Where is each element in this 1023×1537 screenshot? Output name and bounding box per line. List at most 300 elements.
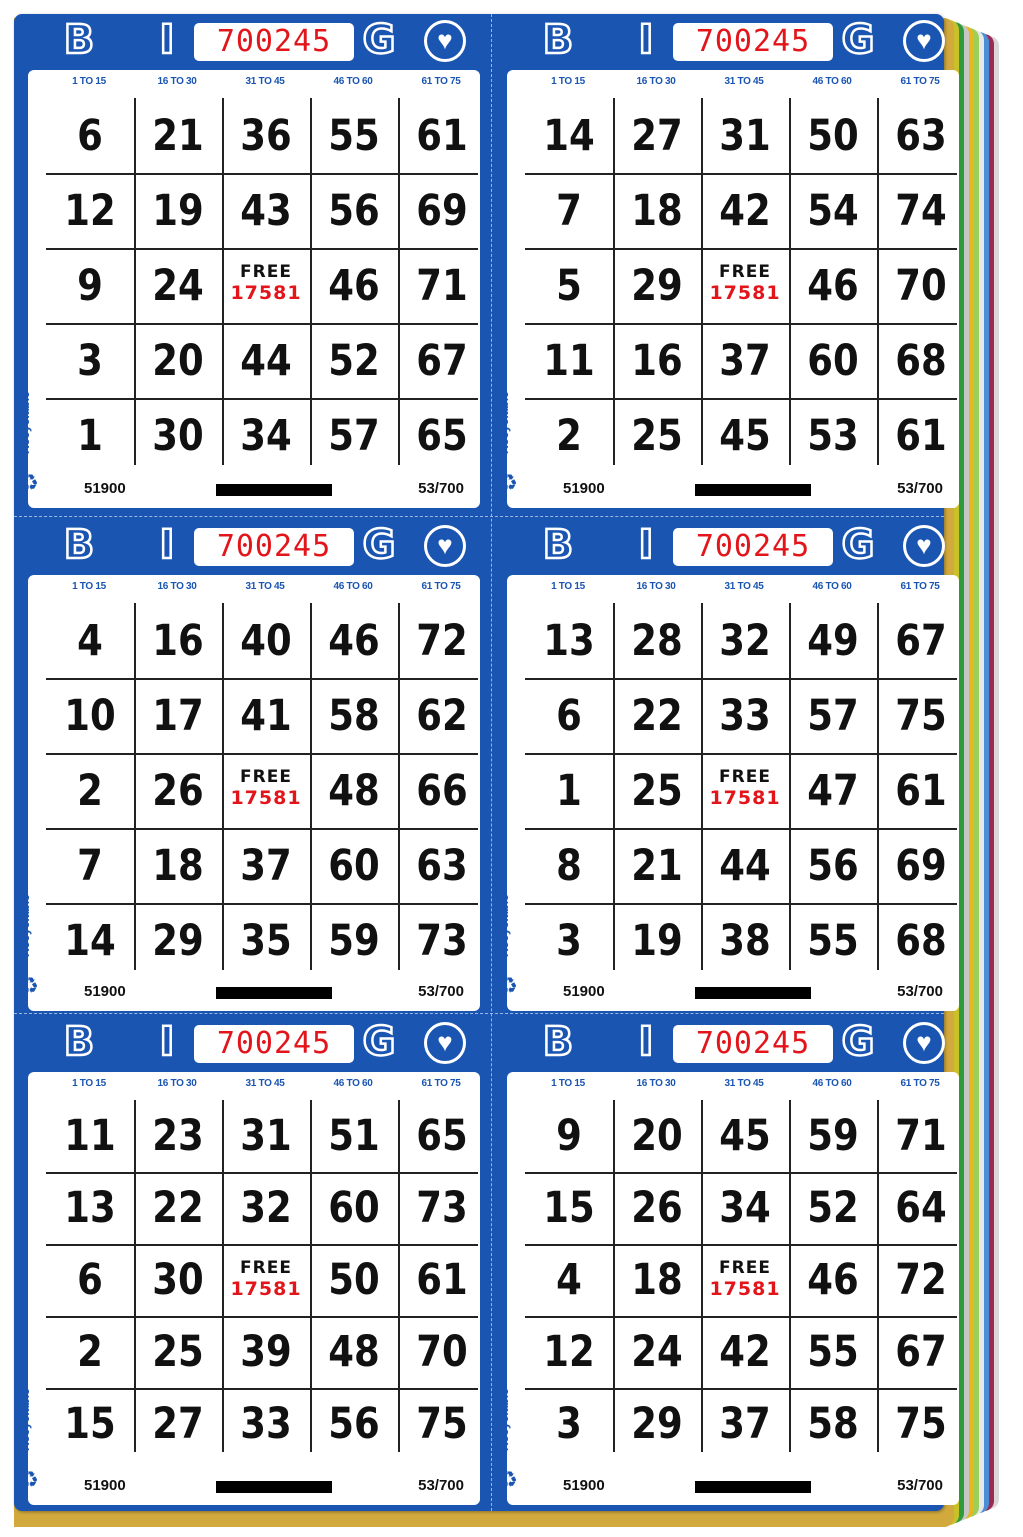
bingo-number-cell[interactable]: 3 <box>556 915 582 966</box>
bingo-number-cell[interactable]: 46 <box>807 260 859 311</box>
bingo-number-cell[interactable]: 56 <box>328 1399 380 1449</box>
bingo-number-cell[interactable]: 4 <box>77 615 103 666</box>
number-grid <box>46 1100 486 1460</box>
bingo-number-cell[interactable]: 22 <box>631 690 683 741</box>
free-label: FREE <box>719 262 771 282</box>
bingo-number-cell[interactable]: 52 <box>328 335 380 386</box>
bingo-number-cell[interactable]: 54 <box>807 185 859 236</box>
recycle-icon: ♻ <box>498 470 518 495</box>
free-number: 17581 <box>709 787 781 809</box>
bingo-number-cell[interactable]: 75 <box>895 1399 947 1449</box>
bingo-number-cell[interactable]: 58 <box>328 690 380 741</box>
bingo-number-cell[interactable]: 34 <box>240 410 292 461</box>
column-range-label: 61 TO 75 <box>421 1078 461 1089</box>
bingo-number-cell[interactable]: 52 <box>807 1183 859 1233</box>
recyclable-label: Recyclable <box>497 391 511 455</box>
bingo-number-cell[interactable]: 69 <box>416 185 468 236</box>
bingo-number-cell[interactable]: 57 <box>328 410 380 461</box>
header-letter-b: B <box>63 17 95 63</box>
card-count: 53/700 <box>897 480 943 497</box>
card-count: 53/700 <box>418 983 464 1000</box>
bingo-number-cell[interactable]: 35 <box>240 915 292 966</box>
card-header <box>14 14 480 66</box>
column-range-label: 46 TO 60 <box>333 76 373 87</box>
column-ranges <box>46 76 476 90</box>
header-letter-i: I <box>159 1019 175 1065</box>
column-ranges <box>525 76 955 90</box>
free-space[interactable] <box>701 767 789 809</box>
bingo-number-cell[interactable]: 63 <box>416 840 468 891</box>
column-range-label: 16 TO 30 <box>157 1078 197 1089</box>
bingo-number-cell[interactable]: 72 <box>895 1255 947 1305</box>
card-face <box>497 1072 959 1505</box>
column-range-label: 61 TO 75 <box>421 581 461 592</box>
bingo-number-cell[interactable]: 39 <box>240 1327 292 1377</box>
bingo-number-cell[interactable]: 56 <box>328 185 380 236</box>
column-range-label: 31 TO 45 <box>724 1078 764 1089</box>
card-id: 51900 <box>563 1477 605 1494</box>
heart-icon: ♥ <box>424 20 466 62</box>
bingo-number-cell[interactable]: 31 <box>719 110 771 161</box>
free-space[interactable] <box>701 262 789 304</box>
bingo-number-cell[interactable]: 37 <box>240 840 292 891</box>
bingo-number-cell[interactable]: 1 <box>556 765 582 816</box>
grid-line <box>398 603 400 970</box>
column-range-label: 61 TO 75 <box>900 581 940 592</box>
barcode-strip <box>695 1481 811 1493</box>
bingo-number-cell[interactable]: 8 <box>556 840 582 891</box>
column-ranges <box>525 581 955 595</box>
bingo-number-cell[interactable]: 50 <box>807 110 859 161</box>
bingo-number-cell[interactable]: 27 <box>152 1399 204 1449</box>
free-space[interactable] <box>222 262 310 304</box>
barcode-strip <box>216 484 332 496</box>
bingo-number-cell[interactable]: 59 <box>807 1111 859 1161</box>
column-range-label: 1 TO 15 <box>72 76 106 87</box>
bingo-number-cell[interactable]: 24 <box>631 1327 683 1377</box>
bingo-number-cell[interactable]: 18 <box>152 840 204 891</box>
bingo-number-cell[interactable]: 3 <box>77 335 103 386</box>
grid-line <box>310 1100 312 1452</box>
bingo-number-cell[interactable]: 29 <box>631 260 683 311</box>
recyclable-label: Recyclable <box>497 894 511 958</box>
card-face <box>497 70 959 508</box>
bingo-number-cell[interactable]: 38 <box>719 915 771 966</box>
card-count: 53/700 <box>897 1477 943 1494</box>
header-letter-i: I <box>159 522 175 568</box>
bingo-number-cell[interactable]: 61 <box>416 110 468 161</box>
column-range-label: 1 TO 15 <box>551 76 585 87</box>
header-letter-g: G <box>362 1019 396 1065</box>
bingo-number-cell[interactable]: 59 <box>328 915 380 966</box>
bingo-number-cell[interactable]: 29 <box>631 1399 683 1449</box>
grid-line <box>877 98 879 465</box>
bingo-number-cell[interactable]: 70 <box>416 1327 468 1377</box>
column-range-label: 31 TO 45 <box>245 581 285 592</box>
header-letter-i: I <box>638 1019 654 1065</box>
bingo-number-cell[interactable]: 46 <box>807 1255 859 1305</box>
serial-number: 700245 <box>673 528 833 566</box>
bingo-number-cell[interactable]: 22 <box>152 1183 204 1233</box>
header-letter-g: G <box>841 522 875 568</box>
bingo-card[interactable] <box>493 519 959 1017</box>
card-id: 51900 <box>563 480 605 497</box>
bingo-number-cell[interactable]: 65 <box>416 410 468 461</box>
bingo-number-cell[interactable]: 3 <box>556 1399 582 1449</box>
bingo-card[interactable] <box>14 519 480 1017</box>
bingo-number-cell[interactable]: 55 <box>807 915 859 966</box>
bingo-number-cell[interactable]: 18 <box>631 185 683 236</box>
serial-number: 700245 <box>673 1025 833 1063</box>
bingo-number-cell[interactable]: 2 <box>77 765 103 816</box>
grid-line <box>613 98 615 465</box>
bingo-card[interactable] <box>14 14 480 514</box>
card-header <box>493 519 959 571</box>
bingo-number-cell[interactable]: 60 <box>328 840 380 891</box>
header-letter-i: I <box>638 522 654 568</box>
bingo-number-cell[interactable]: 64 <box>895 1183 947 1233</box>
bingo-number-cell[interactable]: 70 <box>895 260 947 311</box>
barcode-strip <box>216 1481 332 1493</box>
header-letter-g: G <box>362 17 396 63</box>
grid-line <box>877 1100 879 1452</box>
serial-number: 700245 <box>194 1025 354 1063</box>
column-range-label: 46 TO 60 <box>812 1078 852 1089</box>
bingo-number-cell[interactable]: 45 <box>719 1111 771 1161</box>
free-number: 17581 <box>230 282 302 304</box>
bingo-number-cell[interactable]: 67 <box>895 1327 947 1377</box>
free-number: 17581 <box>230 787 302 809</box>
header-letter-b: B <box>542 17 574 63</box>
bingo-number-cell[interactable]: 68 <box>895 915 947 966</box>
bingo-number-cell[interactable]: 56 <box>807 840 859 891</box>
header-letter-b: B <box>63 522 95 568</box>
bingo-card[interactable] <box>493 1016 959 1511</box>
bingo-number-cell[interactable]: 28 <box>631 615 683 666</box>
bingo-number-cell[interactable]: 46 <box>328 260 380 311</box>
serial-number: 700245 <box>194 23 354 61</box>
column-range-label: 46 TO 60 <box>812 581 852 592</box>
perforation-line <box>491 14 492 1511</box>
bingo-number-cell[interactable]: 9 <box>77 260 103 311</box>
number-grid <box>525 603 965 978</box>
recyclable-label: Recyclable <box>18 1388 32 1452</box>
bingo-number-cell[interactable]: 2 <box>77 1327 103 1377</box>
column-range-label: 46 TO 60 <box>333 581 373 592</box>
card-face <box>18 1072 480 1505</box>
bingo-number-cell[interactable]: 40 <box>240 615 292 666</box>
column-range-label: 1 TO 15 <box>72 1078 106 1089</box>
header-letter-g: G <box>841 17 875 63</box>
bingo-number-cell[interactable]: 11 <box>543 335 595 386</box>
header-letter-i: I <box>638 17 654 63</box>
grid-line <box>789 603 791 970</box>
header-letter-i: I <box>159 17 175 63</box>
bingo-number-cell[interactable]: 74 <box>895 185 947 236</box>
barcode-strip <box>695 484 811 496</box>
header-letter-b: B <box>542 1019 574 1065</box>
column-range-label: 61 TO 75 <box>421 76 461 87</box>
bingo-number-cell[interactable]: 6 <box>77 110 103 161</box>
bingo-number-cell[interactable]: 73 <box>416 1183 468 1233</box>
column-range-label: 1 TO 15 <box>551 1078 585 1089</box>
bingo-number-cell[interactable]: 34 <box>719 1183 771 1233</box>
bingo-number-cell[interactable]: 20 <box>631 1111 683 1161</box>
bingo-number-cell[interactable]: 75 <box>416 1399 468 1449</box>
column-ranges <box>525 1078 955 1092</box>
grid-line <box>398 1100 400 1452</box>
recycle-icon: ♻ <box>19 1467 39 1492</box>
bingo-number-cell[interactable]: 19 <box>152 185 204 236</box>
bingo-number-cell[interactable]: 71 <box>895 1111 947 1161</box>
bingo-number-cell[interactable]: 25 <box>631 765 683 816</box>
bingo-number-cell[interactable]: 14 <box>64 915 116 966</box>
heart-icon: ♥ <box>424 525 466 567</box>
bingo-number-cell[interactable]: 9 <box>556 1111 582 1161</box>
bingo-number-cell[interactable]: 26 <box>152 765 204 816</box>
bingo-number-cell[interactable]: 55 <box>807 1327 859 1377</box>
bingo-number-cell[interactable]: 47 <box>807 765 859 816</box>
bingo-number-cell[interactable]: 16 <box>152 615 204 666</box>
free-number: 17581 <box>709 282 781 304</box>
bingo-number-cell[interactable]: 11 <box>64 1111 116 1161</box>
bingo-number-cell[interactable]: 55 <box>328 110 380 161</box>
bingo-number-cell[interactable]: 46 <box>328 615 380 666</box>
bingo-number-cell[interactable]: 71 <box>416 260 468 311</box>
bingo-number-cell[interactable]: 44 <box>719 840 771 891</box>
recycle-icon: ♻ <box>19 973 39 998</box>
bingo-number-cell[interactable]: 65 <box>416 1111 468 1161</box>
free-space[interactable] <box>222 1258 310 1300</box>
column-range-label: 16 TO 30 <box>157 76 197 87</box>
bingo-number-cell[interactable]: 15 <box>64 1399 116 1449</box>
bingo-number-cell[interactable]: 6 <box>77 1255 103 1305</box>
bingo-number-cell[interactable]: 49 <box>807 615 859 666</box>
bingo-number-cell[interactable]: 62 <box>416 690 468 741</box>
bingo-number-cell[interactable]: 31 <box>240 1111 292 1161</box>
column-range-label: 31 TO 45 <box>245 1078 285 1089</box>
column-range-label: 31 TO 45 <box>724 76 764 87</box>
bingo-number-cell[interactable]: 30 <box>152 1255 204 1305</box>
bingo-number-cell[interactable]: 66 <box>416 765 468 816</box>
free-label: FREE <box>240 262 292 282</box>
card-face <box>18 70 480 508</box>
header-letter-b: B <box>542 522 574 568</box>
bingo-number-cell[interactable]: 44 <box>240 335 292 386</box>
bingo-number-cell[interactable]: 32 <box>719 615 771 666</box>
bingo-number-cell[interactable]: 10 <box>64 690 116 741</box>
bingo-number-cell[interactable]: 72 <box>416 615 468 666</box>
serial-number: 700245 <box>673 23 833 61</box>
number-grid <box>46 603 486 978</box>
bingo-number-cell[interactable]: 33 <box>240 1399 292 1449</box>
grid-line <box>877 603 879 970</box>
bingo-number-cell[interactable]: 7 <box>556 185 582 236</box>
card-id: 51900 <box>84 1477 126 1494</box>
free-space[interactable] <box>222 767 310 809</box>
recycle-icon: ♻ <box>498 1467 518 1492</box>
bingo-number-cell[interactable]: 1 <box>77 410 103 461</box>
bingo-number-cell[interactable]: 25 <box>152 1327 204 1377</box>
column-range-label: 16 TO 30 <box>636 581 676 592</box>
bingo-number-cell[interactable]: 68 <box>895 335 947 386</box>
bingo-number-cell[interactable]: 12 <box>64 185 116 236</box>
bingo-number-cell[interactable]: 60 <box>328 1183 380 1233</box>
grid-line <box>613 1100 615 1452</box>
card-face <box>497 575 959 1011</box>
bingo-number-cell[interactable]: 5 <box>556 260 582 311</box>
column-range-label: 1 TO 15 <box>72 581 106 592</box>
bingo-number-cell[interactable]: 37 <box>719 1399 771 1449</box>
bingo-number-cell[interactable]: 17 <box>152 690 204 741</box>
free-label: FREE <box>719 1258 771 1278</box>
serial-number: 700245 <box>194 528 354 566</box>
bingo-number-cell[interactable]: 26 <box>631 1183 683 1233</box>
card-header <box>14 519 480 571</box>
recyclable-label: Recyclable <box>18 391 32 455</box>
grid-line <box>134 98 136 465</box>
column-range-label: 61 TO 75 <box>900 1078 940 1089</box>
bingo-card[interactable] <box>14 1016 480 1511</box>
card-header <box>493 14 959 66</box>
bingo-number-cell[interactable]: 21 <box>152 110 204 161</box>
bingo-number-cell[interactable]: 42 <box>719 1327 771 1377</box>
barcode-strip <box>695 987 811 999</box>
bingo-number-cell[interactable]: 75 <box>895 690 947 741</box>
number-grid <box>525 98 965 473</box>
bingo-number-cell[interactable]: 58 <box>807 1399 859 1449</box>
bingo-number-cell[interactable]: 18 <box>631 1255 683 1305</box>
card-count: 53/700 <box>418 1477 464 1494</box>
column-range-label: 1 TO 15 <box>551 581 585 592</box>
recycle-icon: ♻ <box>498 973 518 998</box>
header-letter-g: G <box>362 522 396 568</box>
bingo-number-cell[interactable]: 25 <box>631 410 683 461</box>
bingo-number-cell[interactable]: 57 <box>807 690 859 741</box>
grid-line <box>613 603 615 970</box>
bingo-number-cell[interactable]: 50 <box>328 1255 380 1305</box>
grid-line <box>789 1100 791 1452</box>
bingo-number-cell[interactable]: 16 <box>631 335 683 386</box>
bingo-number-cell[interactable]: 37 <box>719 335 771 386</box>
column-range-label: 46 TO 60 <box>812 76 852 87</box>
bingo-number-cell[interactable]: 32 <box>240 1183 292 1233</box>
bingo-number-cell[interactable]: 20 <box>152 335 204 386</box>
bingo-number-cell[interactable]: 6 <box>556 690 582 741</box>
bingo-number-cell[interactable]: 21 <box>631 840 683 891</box>
bingo-number-cell[interactable]: 7 <box>77 840 103 891</box>
card-id: 51900 <box>563 983 605 1000</box>
bingo-card[interactable] <box>493 14 959 514</box>
bingo-number-cell[interactable]: 43 <box>240 185 292 236</box>
bingo-number-cell[interactable]: 61 <box>895 765 947 816</box>
column-range-label: 46 TO 60 <box>333 1078 373 1089</box>
card-header <box>493 1016 959 1068</box>
heart-icon: ♥ <box>903 20 945 62</box>
bingo-number-cell[interactable]: 24 <box>152 260 204 311</box>
column-ranges <box>46 581 476 595</box>
column-range-label: 31 TO 45 <box>245 76 285 87</box>
perforation-line <box>14 1013 944 1014</box>
card-header <box>14 1016 480 1068</box>
grid-line <box>789 98 791 465</box>
number-grid <box>46 98 486 473</box>
heart-icon: ♥ <box>903 525 945 567</box>
perforation-line <box>14 516 944 517</box>
free-number: 17581 <box>230 1278 302 1300</box>
bingo-number-cell[interactable]: 73 <box>416 915 468 966</box>
free-label: FREE <box>240 767 292 787</box>
bingo-number-cell[interactable]: 48 <box>328 765 380 816</box>
bingo-number-cell[interactable]: 12 <box>543 1327 595 1377</box>
free-label: FREE <box>240 1258 292 1278</box>
bingo-number-cell[interactable]: 41 <box>240 690 292 741</box>
column-ranges <box>46 1078 476 1092</box>
bingo-number-cell[interactable]: 23 <box>152 1111 204 1161</box>
column-range-label: 16 TO 30 <box>636 1078 676 1089</box>
bingo-number-cell[interactable]: 60 <box>807 335 859 386</box>
bingo-number-cell[interactable]: 19 <box>631 915 683 966</box>
bingo-number-cell[interactable]: 53 <box>807 410 859 461</box>
barcode-strip <box>216 987 332 999</box>
grid-line <box>310 603 312 970</box>
bingo-number-cell[interactable]: 14 <box>543 110 595 161</box>
recyclable-label: Recyclable <box>497 1388 511 1452</box>
bingo-number-cell[interactable]: 42 <box>719 185 771 236</box>
free-number: 17581 <box>709 1278 781 1300</box>
column-range-label: 61 TO 75 <box>900 76 940 87</box>
bingo-number-cell[interactable]: 63 <box>895 110 947 161</box>
header-letter-b: B <box>63 1019 95 1065</box>
column-range-label: 16 TO 30 <box>636 76 676 87</box>
grid-line <box>310 98 312 465</box>
card-count: 53/700 <box>897 983 943 1000</box>
bingo-number-cell[interactable]: 45 <box>719 410 771 461</box>
bingo-number-cell[interactable]: 13 <box>543 615 595 666</box>
bingo-number-cell[interactable]: 36 <box>240 110 292 161</box>
bingo-number-cell[interactable]: 15 <box>543 1183 595 1233</box>
bingo-number-cell[interactable]: 30 <box>152 410 204 461</box>
bingo-number-cell[interactable]: 67 <box>895 615 947 666</box>
bingo-number-cell[interactable]: 33 <box>719 690 771 741</box>
bingo-number-cell[interactable]: 29 <box>152 915 204 966</box>
column-range-label: 31 TO 45 <box>724 581 764 592</box>
free-label: FREE <box>719 767 771 787</box>
bingo-number-cell[interactable]: 48 <box>328 1327 380 1377</box>
bingo-number-cell[interactable]: 4 <box>556 1255 582 1305</box>
bingo-number-cell[interactable]: 27 <box>631 110 683 161</box>
card-id: 51900 <box>84 480 126 497</box>
bingo-number-cell[interactable]: 13 <box>64 1183 116 1233</box>
bingo-number-cell[interactable]: 61 <box>895 410 947 461</box>
recyclable-label: Recyclable <box>18 894 32 958</box>
grid-line <box>134 1100 136 1452</box>
card-id: 51900 <box>84 983 126 1000</box>
card-count: 53/700 <box>418 480 464 497</box>
bingo-number-cell[interactable]: 61 <box>416 1255 468 1305</box>
bingo-number-cell[interactable]: 67 <box>416 335 468 386</box>
heart-icon: ♥ <box>903 1022 945 1064</box>
bingo-number-cell[interactable]: 2 <box>556 410 582 461</box>
bingo-number-cell[interactable]: 51 <box>328 1111 380 1161</box>
free-space[interactable] <box>701 1258 789 1300</box>
bingo-number-cell[interactable]: 69 <box>895 840 947 891</box>
header-letter-g: G <box>841 1019 875 1065</box>
number-grid <box>525 1100 965 1460</box>
card-face <box>18 575 480 1011</box>
heart-icon: ♥ <box>424 1022 466 1064</box>
recycle-icon: ♻ <box>19 470 39 495</box>
